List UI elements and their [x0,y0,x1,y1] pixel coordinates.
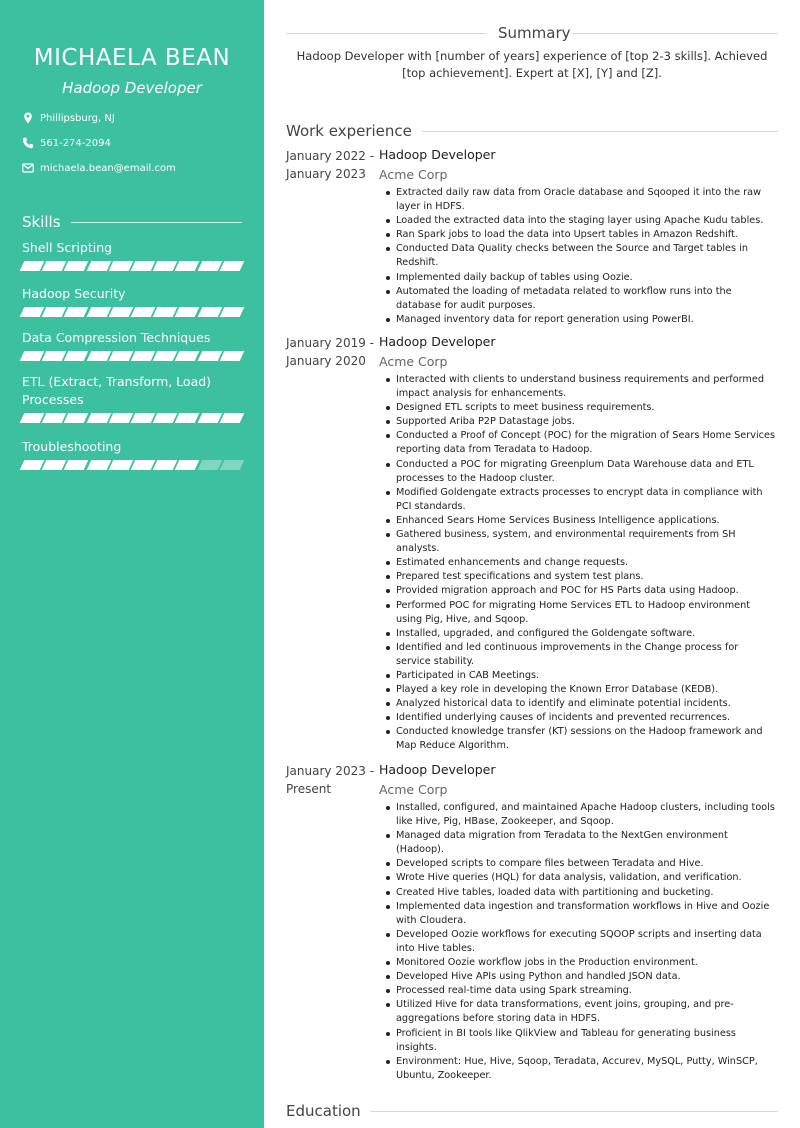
summary-text: Hadoop Developer with [number of years] experience of [top 2-3 skills]. Achieved [top achievement]. Expert at [X], [Y] and [Z]. [296,49,768,80]
work-title: Work experience [286,122,412,140]
job-bullet: Conducted Data Quality checks between the Source and Target tables in Redshift. [396,242,776,270]
skill-segment-filled [64,307,89,317]
skill-segment-filled [131,413,156,423]
skill-segment-filled [219,351,244,361]
skill-segment-filled [86,351,111,361]
job-bullet: Identified and led continuous improvements in the Change process for service stability. [396,641,776,669]
skill-segment-filled [131,261,156,271]
skill-segment-filled [108,261,133,271]
job-date-end: Present [286,782,332,796]
job-bullet: Developed Hive APIs using Python and handled JSON data. [396,970,776,984]
skill-segment-filled [219,307,244,317]
job-bullet: Provided migration approach and POC for HS Parts data using Hadoop. [396,584,776,598]
skill-segment-filled [42,351,67,361]
job-company: Acme Corp [379,782,448,797]
job-bullet: Performed POC for migrating Home Services ETL to Hadoop environment using Pig, Hive, and Sqoop. [396,599,776,627]
job-bullets [396,373,776,754]
skill-segment-filled [175,413,200,423]
education-divider [371,1111,778,1112]
skill-segment-filled [108,460,133,470]
job-bullet: Implemented data ingestion and transformation workflows in Hive and Oozie with Cloudera. [396,900,776,928]
skills-title: Skills [22,213,61,231]
skills-divider [71,222,242,223]
job-bullet: Conducted a Proof of Concept (POC) for the migration of Sears Home Services reporting data from Teradata to Hadoop. [396,429,776,457]
skill-name: Data Compression Techniques [22,330,211,345]
skill-name: ETL (Extract, Transform, Load) Processes [22,374,212,407]
work-divider [422,131,778,132]
skill-segment-filled [153,261,178,271]
job-bullets [396,801,776,1083]
skill-name: Hadoop Security [22,286,126,301]
skill-segment-filled [42,307,67,317]
job-date-end: January 2020 [286,354,366,368]
skill-segment-filled [175,351,200,361]
skill-segment-filled [131,351,156,361]
job-company: Acme Corp [379,167,448,182]
summary-heading [286,24,778,42]
job-date-start: January 2023 - [286,764,374,778]
skill-item [22,239,244,271]
skill-segment-filled [175,307,200,317]
skill-segment-filled [64,460,89,470]
skill-segment-filled [197,413,222,423]
job-title: Hadoop Developer [379,762,496,777]
job-bullet: Automated the loading of metadata related to workflow runs into the database for audit purposes. [396,285,776,313]
job-bullet: Identified underlying causes of incidents and prevented recurrences. [396,711,776,725]
job-bullet: Environment: Hue, Hive, Sqoop, Teradata, Accurev, MySQL, Putty, WinSCP, Ubuntu, Zookeeper. [396,1055,776,1083]
contact-phone-text: 561-274-2094 [40,137,111,149]
skill-item [22,285,244,317]
skill-segment-filled [175,460,200,470]
job-bullet: Processed real-time data using Spark streaming. [396,984,776,998]
candidate-name: MICHAELA BEAN [33,45,231,71]
skill-segment-filled [20,351,45,361]
skill-segment-filled [153,351,178,361]
skill-segment-filled [153,460,178,470]
job-bullet: Installed, configured, and maintained Apache Hadoop clusters, including tools like Hive, Pig, HBase, Zookeeper, and Sqoop. [396,801,776,829]
job-bullet: Managed inventory data for report generation using PowerBI. [396,313,776,327]
job-bullet: Implemented daily backup of tables using Oozie. [396,271,776,285]
job-bullet: Conducted knowledge transfer (KT) sessions on the Hadoop framework and Map Reduce Algorithm. [396,725,776,753]
skill-segment-filled [153,413,178,423]
skill-segment-filled [86,460,111,470]
job-bullet: Managed data migration from Teradata to the NextGen environment (Hadoop). [396,829,776,857]
skill-item [22,373,244,423]
location-pin-icon [22,112,34,124]
job-bullet: Analyzed historical data to identify and eliminate potential incidents. [396,697,776,711]
skill-segment-filled [20,413,45,423]
job-title: Hadoop Developer [379,147,496,162]
contact-location [22,112,115,124]
job-bullet: Developed Oozie workflows for executing SQOOP scripts and inserting data into Hive tables. [396,928,776,956]
job-dates [286,762,376,798]
skill-segment-filled [197,261,222,271]
skill-name: Troubleshooting [22,439,122,454]
candidate-role: Hadoop Developer [62,79,202,97]
skill-segment-filled [153,307,178,317]
skill-segment-filled [219,413,244,423]
skill-segment-filled [108,307,133,317]
job-bullet: Played a key role in developing the Known Error Database (KEDB). [396,683,776,697]
job-bullet: Monitored Oozie workflow jobs in the Production environment. [396,956,776,970]
skill-level-bar [22,413,244,423]
skill-segment-filled [175,261,200,271]
skill-segment-empty [219,460,244,470]
contact-email [22,162,176,174]
skill-segment-filled [64,351,89,361]
skill-segment-filled [131,460,156,470]
skill-segment-filled [86,307,111,317]
job-bullet: Participated in CAB Meetings. [396,669,776,683]
job-company: Acme Corp [379,354,448,369]
education-title: Education [286,1102,361,1120]
skill-segment-filled [197,307,222,317]
job-dates [286,334,376,370]
skill-segment-filled [219,261,244,271]
skill-segment-filled [20,460,45,470]
job-bullet: Loaded the extracted data into the staging layer using Apache Kudu tables. [396,214,776,228]
job-bullet: Proficient in BI tools like QlikView and Tableau for generating business insights. [396,1027,776,1055]
phone-icon [22,137,34,149]
contact-location-text: Phillipsburg, NJ [40,112,115,124]
job-bullet: Enhanced Sears Home Services Business Intelligence applications. [396,514,776,528]
job-dates [286,147,376,183]
job-bullet: Utilized Hive for data transformations, event joins, grouping, and pre-aggregations before storing data in HDFS. [396,998,776,1026]
job-date-start: January 2019 - [286,336,374,350]
skill-segment-filled [64,413,89,423]
skill-segment-filled [108,413,133,423]
contact-phone [22,137,111,149]
skill-segment-filled [20,307,45,317]
skill-item [22,438,244,470]
summary-title: Summary [498,24,571,42]
skill-segment-filled [42,413,67,423]
skill-segment-filled [131,307,156,317]
skill-name: Shell Scripting [22,240,113,255]
skill-level-bar [22,351,244,361]
skill-segment-filled [197,351,222,361]
skill-segment-filled [42,261,67,271]
job-bullet: Gathered business, system, and environmental requirements from SH analysts. [396,528,776,556]
contact-email-text: michaela.bean@email.com [40,162,176,174]
job-bullet: Extracted daily raw data from Oracle database and Sqooped it into the raw layer in HDFS. [396,186,776,214]
skill-level-bar [22,460,244,470]
education-heading [286,1102,778,1120]
job-bullet: Created Hive tables, loaded data with partitioning and bucketing. [396,886,776,900]
email-icon [22,162,34,174]
job-bullet: Wrote Hive queries (HQL) for data analysis, validation, and verification. [396,871,776,885]
job-bullet: Estimated enhancements and change requests. [396,556,776,570]
job-bullet: Supported Ariba P2P Datastage jobs. [396,415,776,429]
work-heading [286,122,778,140]
job-date-start: January 2022 - [286,149,374,163]
skill-segment-filled [86,413,111,423]
sidebar [0,0,264,1128]
skill-segment-filled [20,261,45,271]
job-bullet: Prepared test specifications and system test plans. [396,570,776,584]
summary-divider-right [572,33,778,34]
job-bullets [396,186,776,327]
skill-segment-filled [86,261,111,271]
skill-segment-filled [64,261,89,271]
job-bullet: Conducted a POC for migrating Greenplum Data Warehouse data and ETL processes to the Hadoop cluster. [396,458,776,486]
job-title: Hadoop Developer [379,334,496,349]
job-bullet: Modified Goldengate extracts processes to encrypt data in compliance with PCI standards. [396,486,776,514]
skills-heading [22,213,242,231]
skill-level-bar [22,307,244,317]
skill-item [22,329,244,361]
job-bullet: Ran Spark jobs to load the data into Upsert tables in Amazon Redshift. [396,228,776,242]
skill-segment-filled [42,460,67,470]
job-bullet: Developed scripts to compare files between Teradata and Hive. [396,857,776,871]
skill-segment-filled [108,351,133,361]
job-bullet: Installed, upgraded, and configured the Goldengate software. [396,627,776,641]
summary-divider-left [286,33,486,34]
job-date-end: January 2023 [286,167,366,181]
job-bullet: Designed ETL scripts to meet business requirements. [396,401,776,415]
skill-level-bar [22,261,244,271]
skill-segment-empty [197,460,222,470]
job-bullet: Interacted with clients to understand business requirements and performed impact analysis for enhancements. [396,373,776,401]
